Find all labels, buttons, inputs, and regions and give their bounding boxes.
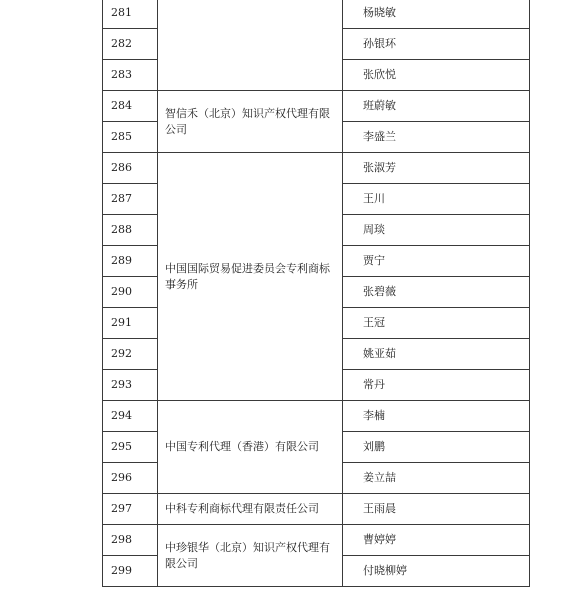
agent-name: 张欣悦 — [343, 60, 530, 91]
row-number: 283 — [103, 60, 158, 91]
row-number: 297 — [103, 494, 158, 525]
row-number: 299 — [103, 556, 158, 587]
agency-name: 中科专利商标代理有限责任公司 — [158, 494, 343, 525]
agent-name: 刘鹏 — [343, 432, 530, 463]
row-number: 282 — [103, 29, 158, 60]
agent-name: 姚亚茹 — [343, 339, 530, 370]
agent-name: 常丹 — [343, 370, 530, 401]
row-number: 287 — [103, 184, 158, 215]
table-row — [103, 91, 530, 122]
row-number: 288 — [103, 215, 158, 246]
agent-name: 杨晓敏 — [343, 0, 530, 29]
row-number: 298 — [103, 525, 158, 556]
table-row — [103, 401, 530, 432]
row-number: 290 — [103, 277, 158, 308]
row-number: 291 — [103, 308, 158, 339]
agent-name: 王雨晨 — [343, 494, 530, 525]
agent-table — [102, 0, 530, 587]
agent-name: 张淑芳 — [343, 153, 530, 184]
agent-name: 周琰 — [343, 215, 530, 246]
row-number: 285 — [103, 122, 158, 153]
agency-name — [158, 0, 343, 91]
agent-name: 付晓柳婷 — [343, 556, 530, 587]
agent-name: 李楠 — [343, 401, 530, 432]
row-number: 289 — [103, 246, 158, 277]
row-number: 286 — [103, 153, 158, 184]
agency-name: 智信禾（北京）知识产权代理有限公司 — [158, 91, 343, 153]
agent-name: 孙银环 — [343, 29, 530, 60]
table-row — [103, 525, 530, 556]
row-number: 293 — [103, 370, 158, 401]
agent-name: 张碧薇 — [343, 277, 530, 308]
table-row — [103, 494, 530, 525]
agent-name: 班蔚敏 — [343, 91, 530, 122]
table-row — [103, 153, 530, 184]
row-number: 284 — [103, 91, 158, 122]
agent-name: 王冠 — [343, 308, 530, 339]
agency-name: 中珍银华（北京）知识产权代理有限公司 — [158, 525, 343, 587]
agency-name: 中国国际贸易促进委员会专利商标事务所 — [158, 153, 343, 401]
table-row — [103, 0, 530, 29]
row-number: 292 — [103, 339, 158, 370]
agent-name: 王川 — [343, 184, 530, 215]
row-number: 295 — [103, 432, 158, 463]
row-number: 296 — [103, 463, 158, 494]
agent-name: 姜立喆 — [343, 463, 530, 494]
agent-name: 李盛兰 — [343, 122, 530, 153]
agent-name: 贾宁 — [343, 246, 530, 277]
row-number: 281 — [103, 0, 158, 29]
row-number: 294 — [103, 401, 158, 432]
agency-name: 中国专利代理（香港）有限公司 — [158, 401, 343, 494]
agent-name: 曹婷婷 — [343, 525, 530, 556]
